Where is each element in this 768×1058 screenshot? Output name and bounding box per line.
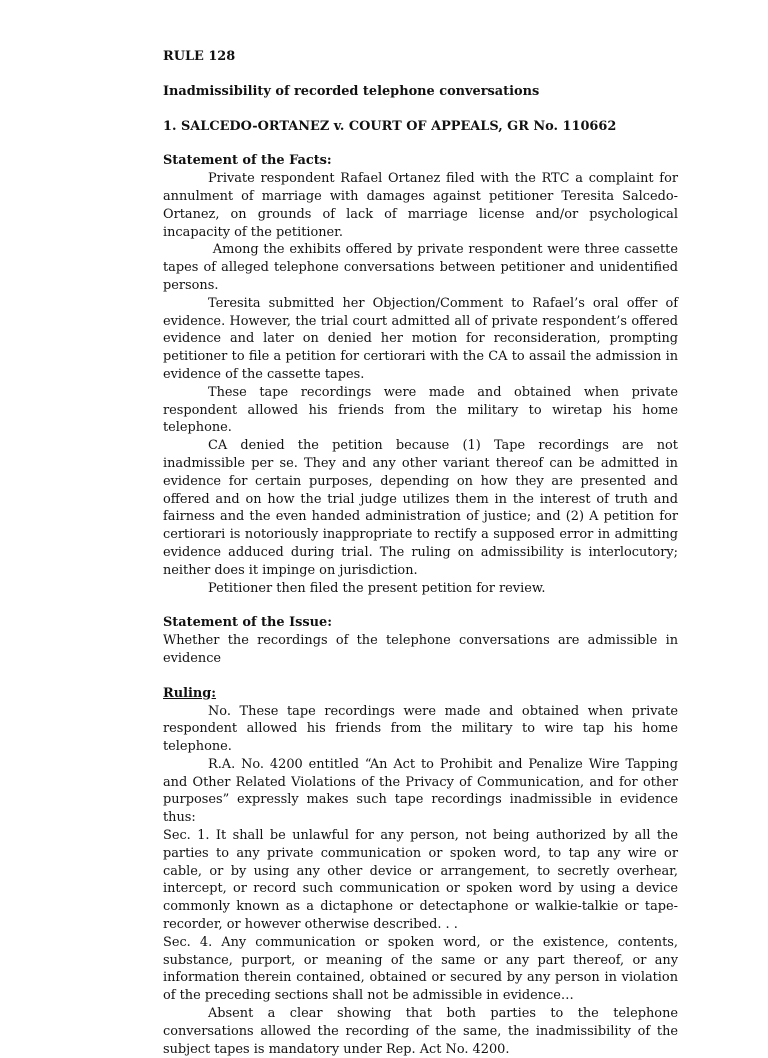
- facts-paragraph: Among the exhibits offered by private respondent were three cassette tapes of alleged telephone conversations between petitioner and unidentified persons.: [163, 242, 683, 293]
- statute-section-1: Sec. 1. It shall be unlawful for any person, not being authorized by all the parties to any private communication or spoken word, to tap any wire or cable, or by using any other device or arrangement, to secretly overhear, intercept, or record such communication or spoken word by using a device commonly known as a dictaphone or detectaphone or walkie-talkie or tape-recorder, or however otherwise described. . .: [163, 828, 678, 933]
- case-title: 1. SALCEDO-ORTANEZ v. COURT OF APPEALS, GR No. 110662: [163, 118, 617, 134]
- ruling-heading: Ruling:: [163, 685, 217, 701]
- spacer: [163, 668, 678, 685]
- spacer: [163, 66, 678, 83]
- spacer: [163, 135, 678, 152]
- rule-title: RULE 128: [163, 49, 236, 64]
- spacer: [163, 101, 678, 118]
- facts-paragraph: CA denied the petition because (1) Tape recordings are not inadmissible per se. They and any other variant thereof can be admitted in evidence for certain purposes, depending on how they are presented and offered and on how the trial judge utilizes them in the interest of truth and fairness and the even handed administration of justice; and (2) A petition for certiorari is notoriously inappropriate to rectify a supposed error in admitting evidence adduced during trial. The ruling on admissibility is interlocutory; neither does it impinge on jurisdiction.: [163, 438, 678, 578]
- facts-paragraph: Teresita submitted her Objection/Comment to Rafael’s oral offer of evidence. However, the trial court admitted all of private respondent’s offered evidence and later on denied her motion for reconsideration, prompting petitioner to file a petition for certiorari with the CA to assail the admission in evidence of the cassette tapes.: [163, 295, 678, 382]
- statute-section-4: Sec. 4. Any communication or spoken word, or the existence, contents, substance, purport, or meaning of the same or any part thereof, or any information therein contained, obtained or secured by any person in violation of the preceding sections shall not be admissible in evidence…: [163, 934, 678, 1004]
- facts-heading: Statement of the Facts:: [163, 153, 332, 169]
- ruling-paragraph: R.A. No. 4200 entitled “An Act to Prohibit and Penalize Wire Tapping and Other Related Violations of the Privacy of Communication, and for other purposes” expressly makes such tape recordings inadmissible in evidence thus:: [163, 756, 678, 826]
- issue-heading: Statement of the Issue:: [163, 615, 332, 631]
- facts-paragraph: Private respondent Rafael Ortanez filed with the RTC a complaint for annulment of marriage with damages against petitioner Teresita Salcedo-Ortanez, on grounds of lack of marriage license and/or psychological incapacity of the petitioner.: [163, 171, 678, 240]
- facts-paragraph: These tape recordings were made and obtained when private respondent allowed his friends from the military to wiretap his home telephone.: [163, 384, 678, 436]
- ruling-paragraph: No. These tape recordings were made and obtained when private respondent allowed his friends from the military to wire tap his home telephone.: [163, 703, 678, 755]
- spacer: [163, 597, 678, 614]
- issue-text: Whether the recordings of the telephone conversations are admissible in evidence: [163, 633, 678, 666]
- topic-heading: Inadmissibility of recorded telephone conversations: [163, 83, 540, 99]
- facts-paragraph: Petitioner then filed the present petition for review.: [208, 580, 546, 596]
- ruling-paragraph: Absent a clear showing that both parties to the telephone conversations allowed the recording of the same, the inadmissibility of the subject tapes is mandatory under Rep. Act No. 4200.: [163, 1006, 678, 1057]
